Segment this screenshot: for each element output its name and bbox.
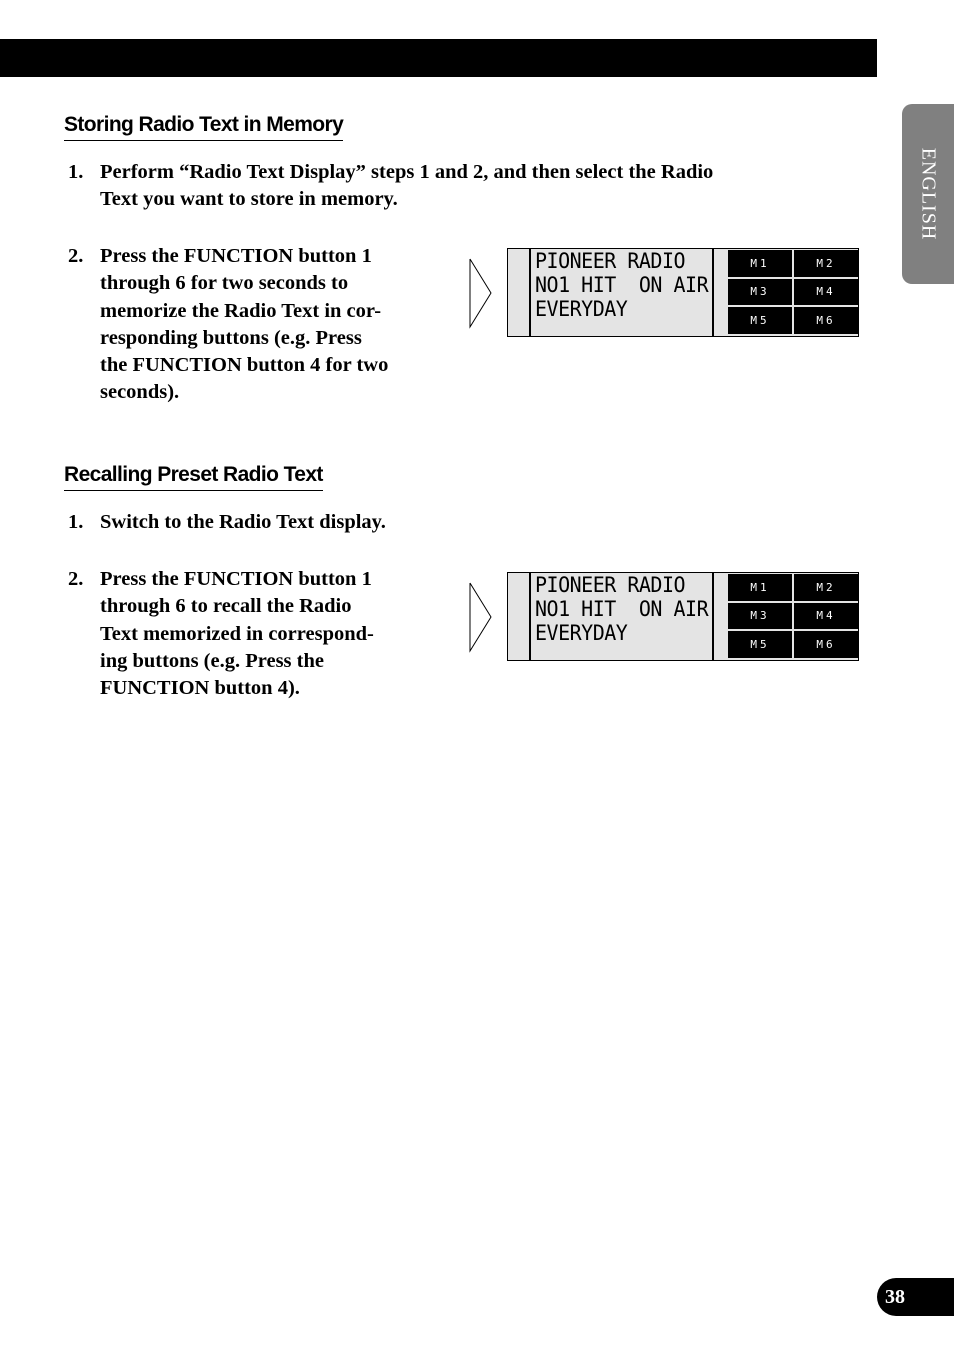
memory-button-m1[interactable]: M1 — [728, 250, 792, 277]
step-line: Text memorized in correspond- — [100, 622, 374, 645]
language-tab-label: ENGLISH — [917, 147, 940, 241]
section-title-recalling: Recalling Preset Radio Text — [64, 462, 323, 491]
step-number: 2. — [68, 568, 84, 590]
memory-button-m1[interactable]: M1 — [728, 574, 792, 601]
step-number: 1. — [68, 511, 84, 533]
memory-button-m3[interactable]: M3 — [728, 603, 792, 630]
step-line: FUNCTION button 4). — [100, 677, 300, 700]
header-bar — [0, 39, 877, 77]
display-divider — [529, 249, 531, 336]
memory-button-m2[interactable]: M2 — [794, 250, 858, 277]
step-line: the FUNCTION button 4 for two — [100, 354, 389, 377]
step-line: Switch to the Radio Text display. — [100, 511, 386, 533]
step-number: 1. — [68, 161, 84, 183]
display-text-line: EVERYDAY — [535, 296, 628, 322]
pointer-arrow-icon — [468, 257, 494, 329]
step-line: seconds). — [100, 381, 180, 404]
memory-button-m4[interactable]: M4 — [794, 603, 858, 630]
display-text-line: NO1 HIT ON AIR — [535, 596, 709, 622]
step-line: Text you want to store in memory. — [100, 188, 398, 211]
memory-button-m6[interactable]: M6 — [794, 307, 858, 334]
display-text-line: PIONEER RADIO — [535, 571, 686, 598]
memory-button-m5[interactable]: M5 — [728, 307, 792, 334]
page-number: 38 — [877, 1278, 954, 1316]
memory-button-m6[interactable]: M6 — [794, 631, 858, 658]
display-divider — [712, 573, 714, 660]
display-text-line: NO1 HIT ON AIR — [535, 272, 709, 298]
memory-button-m3[interactable]: M3 — [728, 279, 792, 306]
step-line: responding buttons (e.g. Press — [100, 326, 362, 349]
radio-text-display — [507, 572, 859, 661]
display-divider — [712, 249, 714, 336]
radio-text-display — [507, 248, 859, 337]
memory-button-m2[interactable]: M2 — [794, 574, 858, 601]
step-1-recalling — [64, 509, 484, 537]
step-2-recalling — [64, 566, 444, 706]
step-line: memorize the Radio Text in cor- — [100, 299, 382, 322]
step-line: ing buttons (e.g. Press the — [100, 649, 324, 672]
section-title-storing: Storing Radio Text in Memory — [64, 112, 343, 141]
display-text-line: PIONEER RADIO — [535, 247, 686, 274]
memory-button-m4[interactable]: M4 — [794, 279, 858, 306]
pointer-arrow-icon — [468, 581, 494, 653]
step-number: 2. — [68, 245, 84, 267]
step-line: through 6 for two seconds to — [100, 272, 349, 295]
step-line: Press the FUNCTION button 1 — [100, 245, 372, 267]
step-line: Press the FUNCTION button 1 — [100, 568, 372, 590]
language-tab — [902, 104, 954, 284]
step-2-storing — [64, 243, 444, 408]
display-text-line: EVERYDAY — [535, 620, 628, 646]
step-line: Perform “Radio Text Display” steps 1 and 2, and then select the Radio — [100, 161, 714, 183]
memory-button-m5[interactable]: M5 — [728, 631, 792, 658]
display-divider — [529, 573, 531, 660]
step-1-storing — [64, 159, 824, 215]
step-line: through 6 to recall the Radio — [100, 595, 352, 618]
